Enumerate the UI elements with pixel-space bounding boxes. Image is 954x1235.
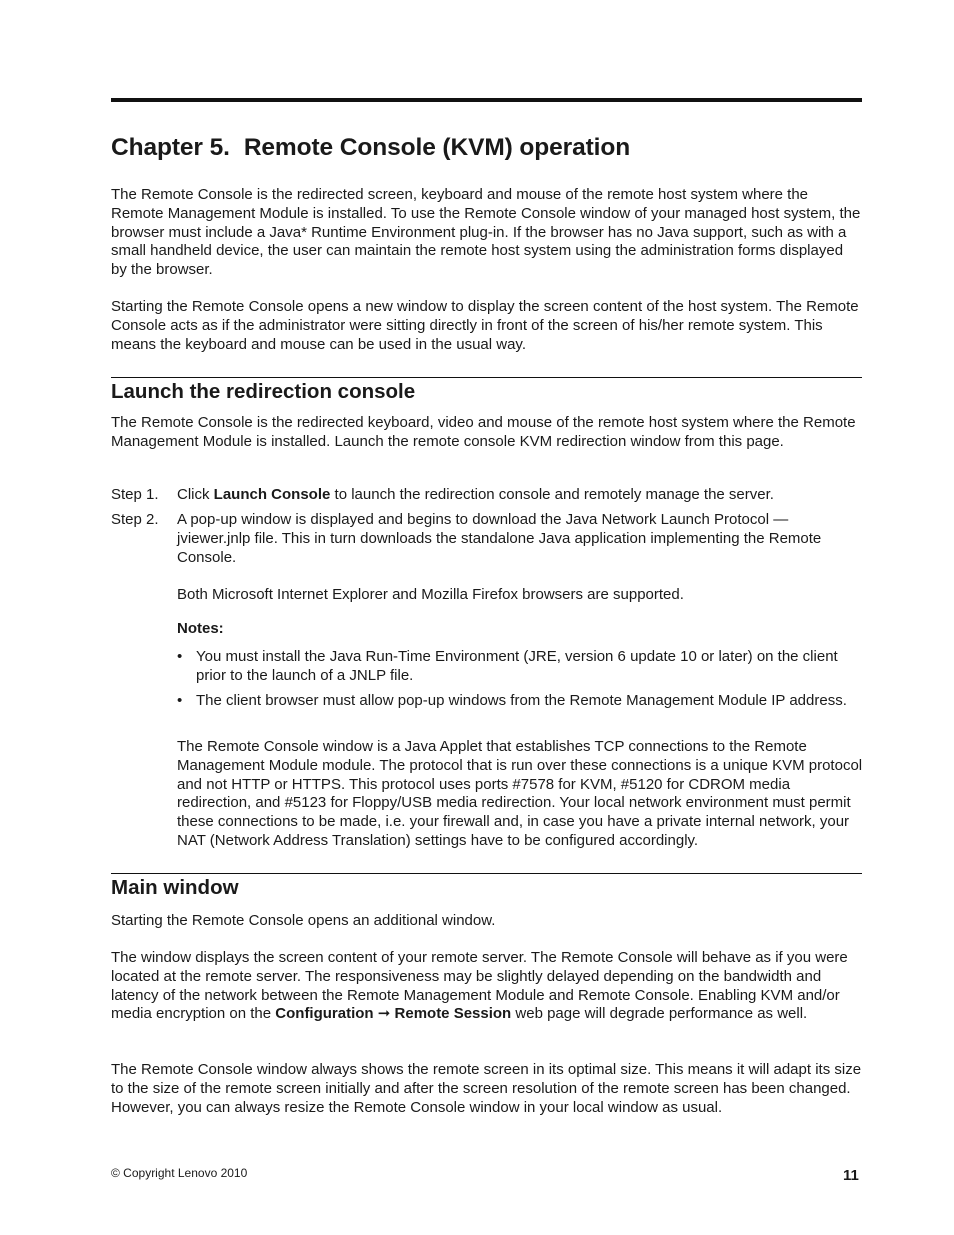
chapter-title <box>111 134 630 162</box>
launch-console-label: Launch Console <box>213 486 331 503</box>
p2-pre: The window displays the screen content of your remote server. The Remote Console will behave as if you were located at the remote server. The responsiveness may be slightly delayed depending on the bandwidth and latency of the network between the Remote Management Module and Remote Console. Enabling KVM and/or media encryption on the <box>111 949 848 1023</box>
chapter-name: Remote Console (KVM) operation <box>243 134 631 161</box>
note-item-1 <box>177 648 863 686</box>
step-2-body: A pop-up window is displayed and begins to download the Java Network Launch Protocol — jviewer.jnlp file. This in turn downloads the standalone Java application implementing the Remote Console. <box>177 511 822 566</box>
main-window-paragraph-2 <box>111 949 863 1024</box>
section-rule-main-window <box>111 873 862 874</box>
notes-label-text: Notes: <box>177 620 224 637</box>
section-heading-main-window: Main window <box>111 876 239 899</box>
browsers-supported-text: Both Microsoft Internet Explorer and Mozilla Firefox browsers are supported. <box>177 586 684 603</box>
step-1-body <box>177 486 863 505</box>
main-window-paragraph-1 <box>111 912 863 931</box>
step-1-number: Step 1. <box>111 486 159 503</box>
intro-text-1: The Remote Console is the redirected screen, keyboard and mouse of the remote host system where the Remote Management Module is installed. To use the Remote Console window of your managed host system, the browser must include a Java* Runtime Environment plug-in. If the browser has no Java support, such as with a small handheld device, the user can maintain the remote host system using the administration forms displayed by the browser. <box>111 186 861 278</box>
main-window-text-3: The Remote Console window always shows the remote screen in its optimal size. This means it will adapt its size to the size of the remote screen initially and after the screen resolution of the remote screen has been changed. However, you can always resize the Remote Console window in your local window as usual. <box>111 1061 862 1116</box>
footer-copyright: © Copyright Lenovo 2010 <box>111 1166 248 1180</box>
main-window-paragraph-3 <box>111 1061 863 1117</box>
arrow-icon: ➞ <box>373 1005 395 1023</box>
chapter-number: Chapter 5. <box>111 134 230 161</box>
p2-post: web page will degrade performance as well. <box>511 1005 808 1023</box>
note-item-2-text: The client browser must allow pop-up windows from the Remote Management Module IP address. <box>196 692 847 709</box>
bullet-icon: • <box>177 692 183 709</box>
step-1 <box>111 486 863 505</box>
section-heading-launch: Launch the redirection console <box>111 380 416 403</box>
chapter-top-rule <box>111 98 862 102</box>
intro-paragraph-2 <box>111 298 863 354</box>
page-number: 11 <box>843 1167 859 1184</box>
step-1-pre: Click <box>177 486 214 503</box>
configuration-label: Configuration <box>275 1005 374 1023</box>
intro-text-2: Starting the Remote Console opens a new window to display the screen content of the host system. The Remote Console acts as if the administrator were sitting directly in front of the screen of his/her remote system. This means the keyboard and mouse can be used in the usual way. <box>111 298 859 353</box>
note-item-1-text: You must install the Java Run-Time Environment (JRE, version 6 update 10 or later) on the client prior to the launch of a JNLP file. <box>196 648 838 684</box>
launch-intro-paragraph <box>111 414 863 452</box>
intro-paragraph-1 <box>111 186 863 280</box>
step-1-post: to launch the redirection console and remotely manage the server. <box>330 486 774 503</box>
step-2-number: Step 2. <box>111 511 159 528</box>
main-window-text-2 <box>111 949 863 1024</box>
launch-intro-text: The Remote Console is the redirected keyboard, video and mouse of the remote host system where the Remote Management Module is installed. Launch the remote console KVM redirection window from this page. <box>111 414 856 450</box>
section-rule-launch <box>111 377 862 378</box>
applet-paragraph: The Remote Console window is a Java Applet that establishes TCP connections to the Remote Management Module module. The protocol that is run over these connections is a unique KVM protocol and not HTTP or HTTPS. This protocol uses ports #7578 for KVM, #5120 for CDROM media redirection, and #5123 for Floppy/USB media redirection. Your local network environment must permit these connections to be made, i.e. your firewall and, in case you have a private internal network, your NAT (Network Address Translation) settings have to be configured accordingly. <box>177 738 863 849</box>
notes-label <box>177 620 863 639</box>
step-2 <box>111 511 863 567</box>
note-item-2 <box>177 692 863 711</box>
bullet-icon: • <box>177 648 183 665</box>
main-window-text-1: Starting the Remote Console opens an additional window. <box>111 912 496 929</box>
remote-session-label: Remote Session <box>394 1005 512 1023</box>
